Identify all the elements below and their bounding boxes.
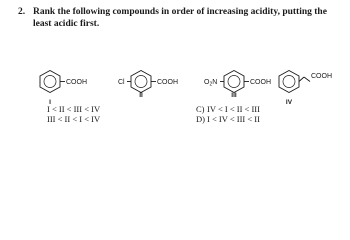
chloro-label: Cl bbox=[118, 79, 125, 86]
question-number: 2. bbox=[18, 7, 26, 17]
option-d[interactable] bbox=[196, 114, 260, 124]
compound-iv bbox=[279, 71, 332, 107]
option-c[interactable] bbox=[196, 104, 260, 114]
aromatic-circle bbox=[228, 76, 240, 88]
question-text: Rank the following compounds in order of increasing acidity, putting the least acidic first. bbox=[33, 7, 327, 29]
benzene-ring bbox=[131, 71, 151, 93]
aromatic-circle bbox=[283, 76, 295, 88]
benzene-ring bbox=[279, 71, 299, 93]
bond bbox=[304, 77, 310, 82]
option-label: D) bbox=[196, 114, 205, 124]
benzene-ring bbox=[40, 71, 60, 93]
carboxyl-label: COOH bbox=[157, 79, 178, 86]
compound-ii bbox=[118, 71, 178, 100]
option-text: IV < I < II < III bbox=[207, 104, 260, 114]
compound-numeral: I bbox=[49, 99, 51, 106]
compound-numeral: IV bbox=[285, 99, 293, 106]
bond bbox=[299, 77, 304, 82]
carboxyl-label: COOH bbox=[250, 79, 271, 86]
carboxyl-label: COOH bbox=[66, 79, 87, 86]
option-label: C) bbox=[196, 104, 205, 114]
compound-numeral: III bbox=[231, 92, 237, 99]
compound-i bbox=[40, 71, 87, 107]
compound-iii bbox=[204, 71, 271, 100]
option-a[interactable] bbox=[36, 104, 100, 114]
carboxyl-label: COOH bbox=[311, 73, 332, 80]
nitro-label: $O_2N$ bbox=[204, 79, 218, 88]
benzene-ring bbox=[224, 71, 244, 93]
option-text: I < II < III < IV bbox=[47, 104, 101, 114]
option-b[interactable] bbox=[36, 114, 100, 124]
option-text: I < IV < III < II bbox=[207, 114, 260, 124]
aromatic-circle bbox=[135, 76, 147, 88]
aromatic-circle bbox=[44, 76, 56, 88]
compound-numeral: II bbox=[139, 92, 143, 99]
option-text: III < II < I < IV bbox=[47, 114, 101, 124]
